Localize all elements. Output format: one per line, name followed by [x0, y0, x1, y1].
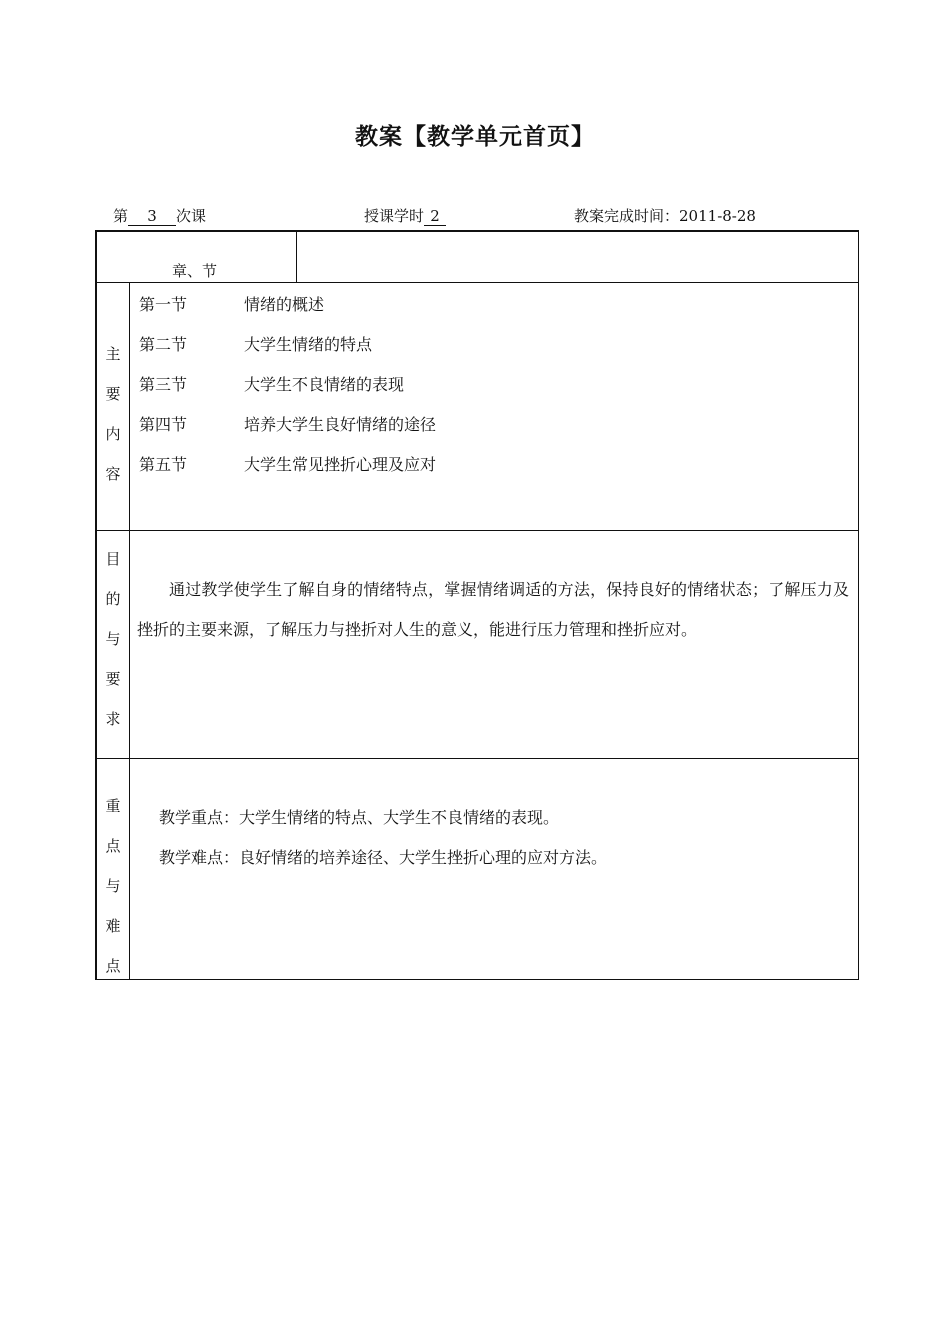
lesson-no: 3 — [128, 208, 176, 226]
key-label-char-4: 难 — [105, 917, 121, 935]
key-label-char-5: 点 — [105, 957, 121, 975]
section-item — [139, 332, 372, 355]
lesson-suffix: 次课 — [176, 207, 207, 225]
section-item — [139, 292, 324, 315]
row-divider-1 — [95, 282, 859, 283]
key-label-char-1: 重 — [105, 797, 121, 815]
hours-value: 2 — [424, 208, 446, 226]
obj-label-char-5: 求 — [105, 710, 121, 728]
section-name: 培养大学生良好情绪的途径 — [244, 415, 437, 434]
main-label-char-1: 主 — [105, 345, 121, 363]
section-number: 第四节 — [139, 415, 188, 434]
key-label-char-2: 点 — [105, 837, 121, 855]
obj-label-char-4: 要 — [105, 670, 121, 688]
chapter-col-divider — [296, 230, 297, 283]
page-title: 教案【教学单元首页】 — [355, 124, 595, 150]
row-divider-3 — [95, 758, 859, 759]
obj-label-char-2: 的 — [105, 590, 121, 608]
lesson-prefix: 第 — [113, 207, 129, 225]
date-label: 教案完成时间： — [574, 207, 680, 225]
obj-label-char-3: 与 — [105, 630, 121, 648]
objectives-text: 通过教学使学生了解自身的情绪特点，掌握情绪调适的方法，保持良好的情绪状态；了解压力及挫折的主要来源，了解压力与挫折对人生的意义，能进行压力管理和挫折应对。 — [137, 580, 849, 639]
key-label-char-3: 与 — [105, 877, 121, 895]
obj-label-char-1: 目 — [105, 550, 121, 568]
completion-date — [574, 205, 756, 226]
section-number: 第五节 — [139, 455, 188, 474]
date-value: 2011-8-28 — [679, 207, 756, 225]
lesson-number — [113, 205, 206, 226]
chapter-label: 章、节 — [172, 262, 218, 280]
border-right — [858, 230, 860, 980]
section-number: 第一节 — [139, 295, 188, 314]
teaching-focus: 教学重点：大学生情绪的特点、大学生不良情绪的表现。 — [159, 808, 560, 827]
row-divider-2 — [95, 530, 859, 531]
border-bottom — [95, 979, 859, 981]
teaching-hours — [364, 205, 446, 226]
section-item — [139, 372, 404, 395]
main-label-char-3: 内 — [105, 425, 121, 443]
section-name: 情绪的概述 — [244, 295, 325, 314]
main-label-char-4: 容 — [105, 465, 121, 483]
section-item — [139, 412, 436, 435]
section-number: 第二节 — [139, 335, 188, 354]
hours-label: 授课学时 — [364, 207, 425, 225]
border-top — [95, 230, 859, 232]
section-name: 大学生不良情绪的表现 — [244, 375, 405, 394]
section-name: 大学生情绪的特点 — [244, 335, 373, 354]
main-label-char-2: 要 — [105, 385, 121, 403]
section-number: 第三节 — [139, 375, 188, 394]
teaching-difficulty: 教学难点：良好情绪的培养途径、大学生挫折心理的应对方法。 — [159, 848, 608, 867]
section-item — [139, 452, 436, 475]
section-name: 大学生常见挫折心理及应对 — [244, 455, 437, 474]
